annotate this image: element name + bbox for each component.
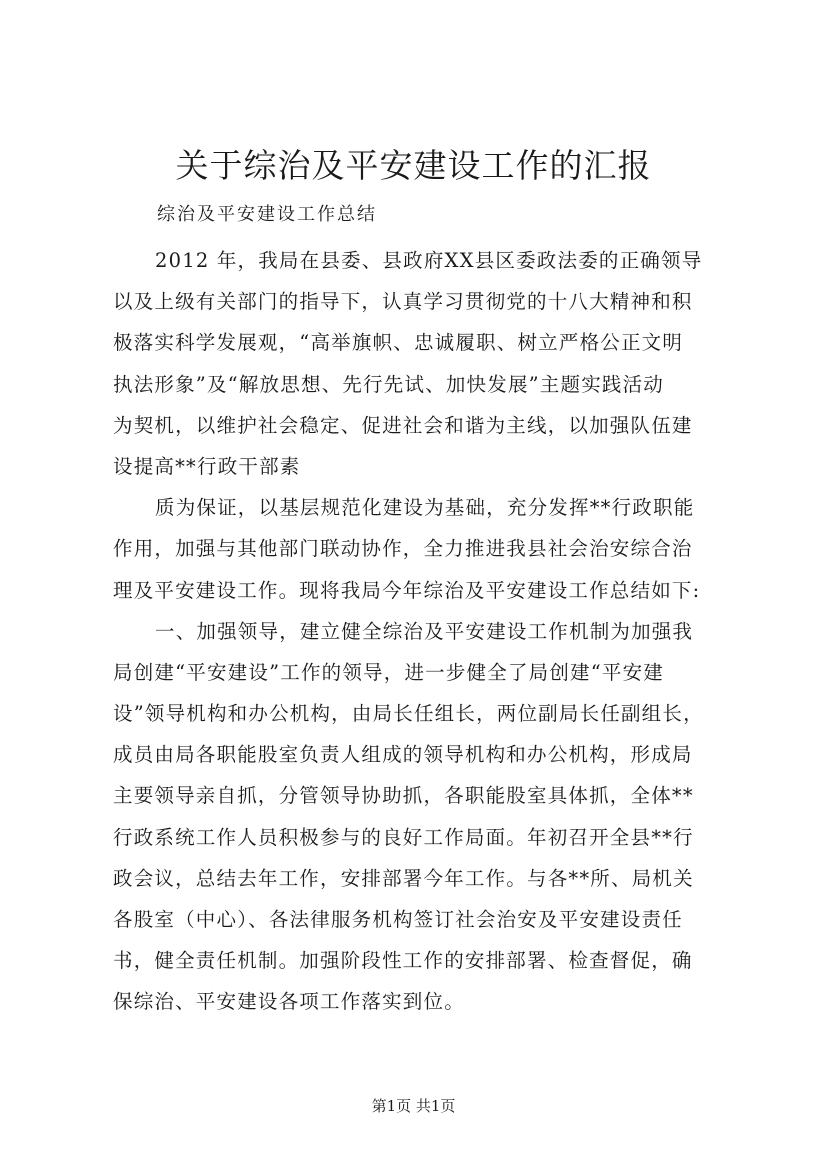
page-number: 第1页 共1页 <box>371 1097 456 1115</box>
body-line: 行政系统工作人员积极参与的良好工作局面。年初召开全县**行 <box>113 825 694 849</box>
body-line: 理及平安建设工作。现将我局今年综治及平安建设工作总结如下: <box>113 578 701 602</box>
body-line: 设提高**行政干部素 <box>113 454 301 478</box>
body-line: 局创建“平安建设”工作的领导，进一步健全了局创建“平安建 <box>113 660 665 684</box>
body-line: 极落实科学发展观，“高举旗帜、忠诚履职、树立严格公正文明 <box>113 331 684 355</box>
body-line: 保综治、平安建设各项工作落实到位。 <box>113 990 465 1014</box>
document-title: 关于综治及平安建设工作的汇报 <box>175 146 652 185</box>
body-line: 各股室（中心）、各法律服务机构签订社会治安及平安建设责任 <box>113 908 683 931</box>
body-line: 成员由局各职能股室负责人组成的领导机构和办公机构，形成局 <box>113 743 693 767</box>
body-line: 执法形象”及“解放思想、先行先试、加快发展”主题实践活动 <box>113 372 665 396</box>
body-line: 2012 年，我局在县委、县政府XX县区委政法委的正确领导 <box>155 249 703 272</box>
body-line: 质为保证，以基层规范化建设为基础，充分发挥**行政职能 <box>155 496 695 520</box>
body-line: 设”领导机构和办公机构，由局长任组长，两位副局长任副组长， <box>113 702 704 726</box>
document-subtitle: 综治及平安建设工作总结 <box>157 204 377 225</box>
body-line: 以及上级有关部门的指导下，认真学习贯彻党的十八大精神和积 <box>113 290 693 314</box>
body-line: 一、加强领导，建立健全综治及平安建设工作机制为加强我 <box>155 619 694 643</box>
document-body <box>113 240 725 1023</box>
body-line: 作用，加强与其他部门联动协作，全力推进我县社会治安综合治 <box>113 537 693 561</box>
body-line: 为契机，以维护社会稳定、促进社会和谐为主线，以加强队伍建 <box>113 413 693 437</box>
body-line: 主要领导亲自抓，分管领导协助抓，各职能股室具体抓，全体** <box>113 784 694 808</box>
body-line: 书，健全责任机制。加强阶段性工作的安排部署、检查督促，确 <box>113 949 693 973</box>
body-line: 政会议，总结去年工作，安排部署今年工作。与各**所、局机关 <box>113 866 694 890</box>
